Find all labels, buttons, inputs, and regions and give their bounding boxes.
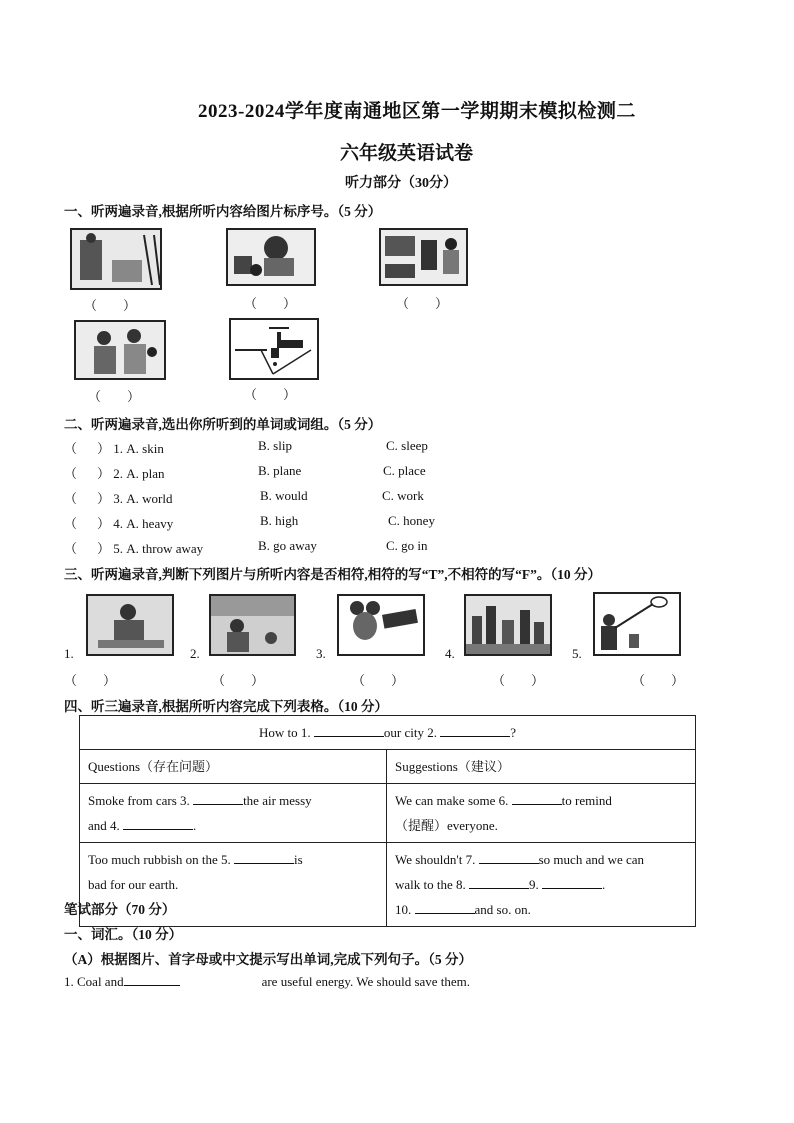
- part2-item-3: [64, 488, 173, 507]
- part3-label-3: 3.: [316, 646, 326, 661]
- blank-9[interactable]: [542, 876, 602, 889]
- vocab-heading: 一、词汇。（10 分）: [64, 927, 183, 942]
- blank-1[interactable]: [314, 724, 384, 737]
- man-at-desk-icon: [88, 596, 172, 654]
- part3-label-4: 4.: [445, 646, 455, 661]
- answer-paren-close[interactable]: ）: [97, 516, 111, 531]
- question-cell-1: Smoke from cars 3. the air messy and 4. .: [80, 784, 387, 843]
- option-a: 5. A. throw away: [113, 541, 204, 556]
- city-skyline-icon: [466, 596, 550, 654]
- question-1: 1. Coal and are useful energy. We should save them.: [64, 974, 471, 989]
- option-b: B. plane: [258, 463, 302, 478]
- part1-picture-3: [379, 228, 468, 286]
- part2-heading: 二、听两遍录音,选出你所听到的单词或词组。（5 分）: [64, 417, 382, 432]
- part3-answer-5[interactable]: （ ）: [632, 673, 685, 688]
- suggestions-table: [79, 715, 696, 927]
- part3-picture-2: [209, 594, 296, 656]
- option-c: C. honey: [388, 513, 435, 528]
- part2-item-5: [64, 538, 203, 557]
- answer-paren-open[interactable]: （: [64, 516, 78, 531]
- family-picture-icon: [76, 322, 164, 378]
- lion-dance-icon: [228, 230, 314, 284]
- part3-picture-3: [337, 594, 425, 656]
- option-c: C. sleep: [386, 438, 428, 453]
- part1-answer-3[interactable]: （ ）: [396, 296, 449, 311]
- part1-heading: 一、听两遍录音,根据所听内容给图片标序号。（5 分）: [64, 204, 382, 219]
- part3-picture-1: [86, 594, 174, 656]
- answer-paren-open[interactable]: （: [64, 441, 78, 456]
- part1-answer-5[interactable]: （ ）: [244, 387, 297, 402]
- answer-paren-open[interactable]: （: [64, 541, 78, 556]
- part3-answer-2[interactable]: （ ）: [212, 673, 265, 688]
- person-with-net-icon: [595, 594, 679, 654]
- table-title-cell: How to 1. our city 2. ?: [80, 716, 696, 750]
- mouse-with-bottle-icon: [339, 596, 423, 654]
- part4-heading: 四、听三遍录音,根据所听内容完成下列表格。（10 分）: [64, 699, 388, 714]
- part3-picture-5: [593, 592, 681, 656]
- part1-picture-4: [74, 320, 166, 380]
- part1-answer-1[interactable]: （ ）: [84, 298, 137, 313]
- suggestion-cell-1: We can make some 6. to remind （提醒）everyone.: [387, 784, 696, 843]
- answer-paren-close[interactable]: ）: [97, 491, 111, 506]
- option-a: 4. A. heavy: [113, 516, 174, 531]
- blank-2[interactable]: [440, 724, 510, 737]
- exam-subtitle: 六年级英语试卷: [340, 143, 474, 164]
- part2-item-4: [64, 513, 173, 532]
- part1-picture-1: [70, 228, 162, 290]
- part3-label-1: 1.: [64, 646, 74, 661]
- written-header: 笔试部分（70 分）: [64, 902, 176, 917]
- option-c: C. go in: [386, 538, 428, 553]
- option-b: B. would: [260, 488, 308, 503]
- part3-answer-1[interactable]: （ ）: [64, 673, 117, 688]
- recycling-picture-icon: [72, 230, 160, 288]
- answer-paren-close[interactable]: ）: [97, 466, 111, 481]
- blank-5[interactable]: [234, 851, 294, 864]
- part3-heading: 三、听两遍录音,判断下列图片与所听内容是否相符,相符的写“T”,不相符的写“F”。（10 分）: [64, 567, 601, 582]
- option-c: C. work: [382, 488, 424, 503]
- option-c: C. place: [383, 463, 426, 478]
- part3-answer-4[interactable]: （ ）: [492, 673, 545, 688]
- dripping-tap-icon: [231, 320, 317, 378]
- answer-paren-open[interactable]: （: [64, 466, 78, 481]
- option-b: B. slip: [258, 438, 292, 453]
- answer-paren-close[interactable]: ）: [97, 541, 111, 556]
- column-header-questions: Questions（存在问题）: [80, 750, 387, 784]
- part2-item-2: [64, 463, 165, 482]
- exam-title: 2023-2024学年度南通地区第一学期期末模拟检测二: [198, 101, 636, 122]
- part1-answer-2[interactable]: （ ）: [244, 296, 297, 311]
- option-b: B. high: [260, 513, 299, 528]
- option-a: 3. A. world: [113, 491, 173, 506]
- part1-picture-2: [226, 228, 316, 286]
- blank-10[interactable]: [415, 901, 475, 914]
- question-cell-2: Too much rubbish on the 5. is bad for our earth.: [80, 843, 387, 927]
- blank-7[interactable]: [479, 851, 539, 864]
- street-scene-icon: [381, 230, 466, 284]
- column-header-suggestions: Suggestions（建议）: [387, 750, 696, 784]
- suggestion-cell-2: We shouldn't 7. so much and we can walk to the 8. 9. . 10. and so. on.: [387, 843, 696, 927]
- option-a: 1. A. skin: [113, 441, 164, 456]
- part3-label-2: 2.: [190, 646, 200, 661]
- listening-header: 听力部分（30分）: [345, 176, 457, 191]
- blank-4[interactable]: [123, 817, 193, 830]
- answer-paren-close[interactable]: ）: [97, 441, 111, 456]
- blank-q1[interactable]: [124, 973, 180, 986]
- part1-picture-5: [229, 318, 319, 380]
- part1-answer-4[interactable]: （ ）: [88, 389, 141, 404]
- blank-3[interactable]: [193, 792, 243, 805]
- blank-6[interactable]: [512, 792, 562, 805]
- option-a: 2. A. plan: [113, 466, 165, 481]
- blank-8[interactable]: [469, 876, 529, 889]
- part3-label-5: 5.: [572, 646, 582, 661]
- vocab-a-heading: （A）根据图片、首字母或中文提示写出单词,完成下列句子。（5 分）: [64, 952, 472, 967]
- option-b: B. go away: [258, 538, 317, 553]
- part3-answer-3[interactable]: （ ）: [352, 673, 405, 688]
- polluted-river-icon: [211, 596, 294, 654]
- answer-paren-open[interactable]: （: [64, 491, 78, 506]
- part2-item-1: [64, 438, 164, 457]
- part3-picture-4: [464, 594, 552, 656]
